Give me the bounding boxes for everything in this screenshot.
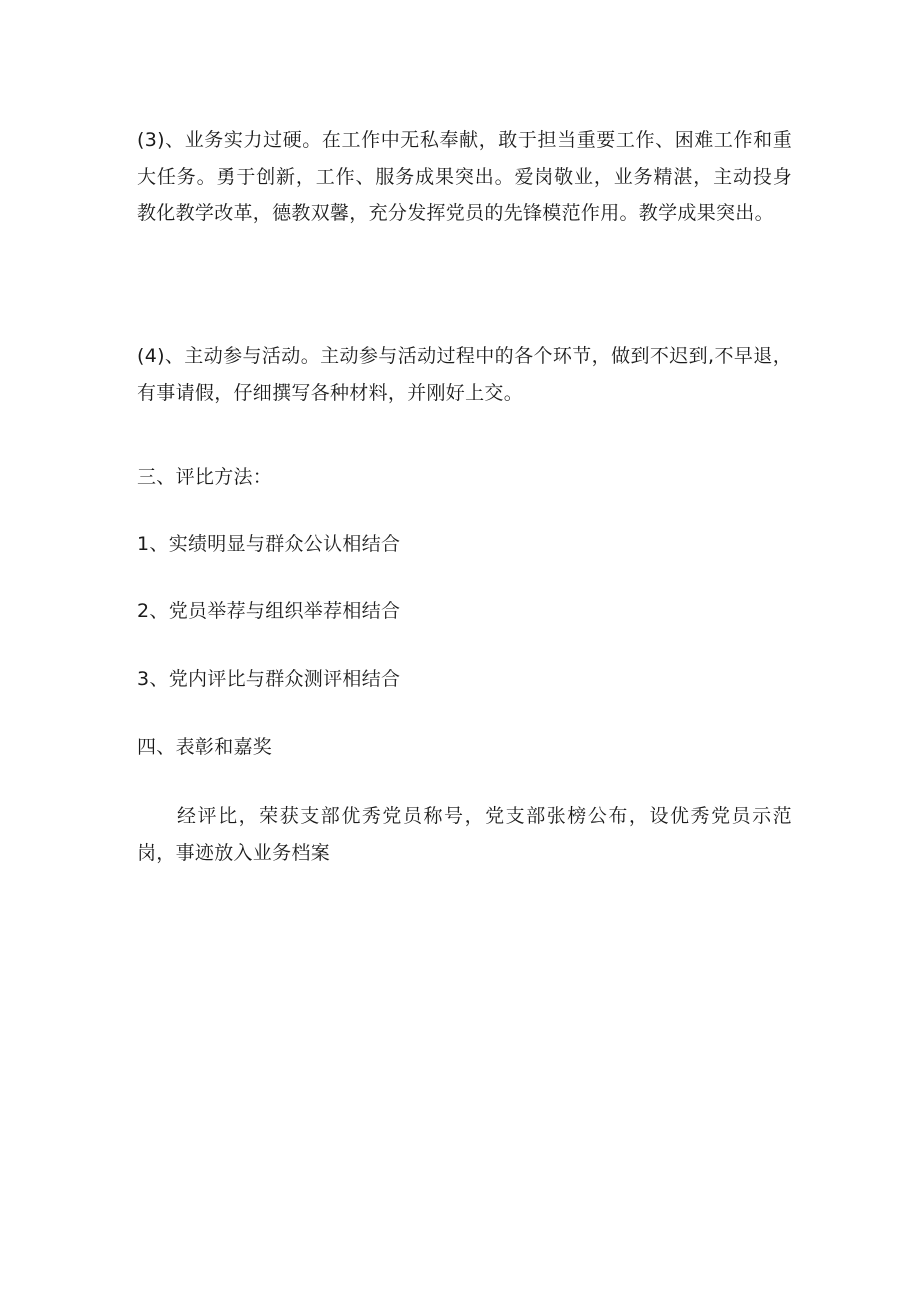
- method-item-2: 2、党员举荐与组织举荐相结合: [137, 600, 401, 622]
- section-heading-evaluation-methods: 三、评比方法：: [137, 466, 273, 488]
- paragraph-item-3: (3)、业务实力过硬。在工作中无私奉献，敢于担当重要工作、困难工作和重大任务。勇于创新，工作、服务成果突出。爱岗敬业，业务精湛，主动投身教化教学改革，德教双馨，充分发挥党员的先锋模范作用。教学成果突出。: [137, 129, 792, 225]
- paragraph-item-4: (4)、主动参与活动。主动参与活动过程中的各个环节，做到不迟到,不早退，有事请假，仔细撰写各种材料，并刚好上交。: [137, 345, 792, 404]
- section-heading-awards: 四、表彰和嘉奖: [137, 736, 273, 758]
- closing-paragraph: 经评比，荣获支部优秀党员称号，党支部张榜公布，设优秀党员示范岗，事迹放入业务档案: [137, 805, 792, 864]
- method-item-1: 1、实绩明显与群众公认相结合: [137, 533, 401, 555]
- method-item-3: 3、党内评比与群众测评相结合: [137, 668, 401, 690]
